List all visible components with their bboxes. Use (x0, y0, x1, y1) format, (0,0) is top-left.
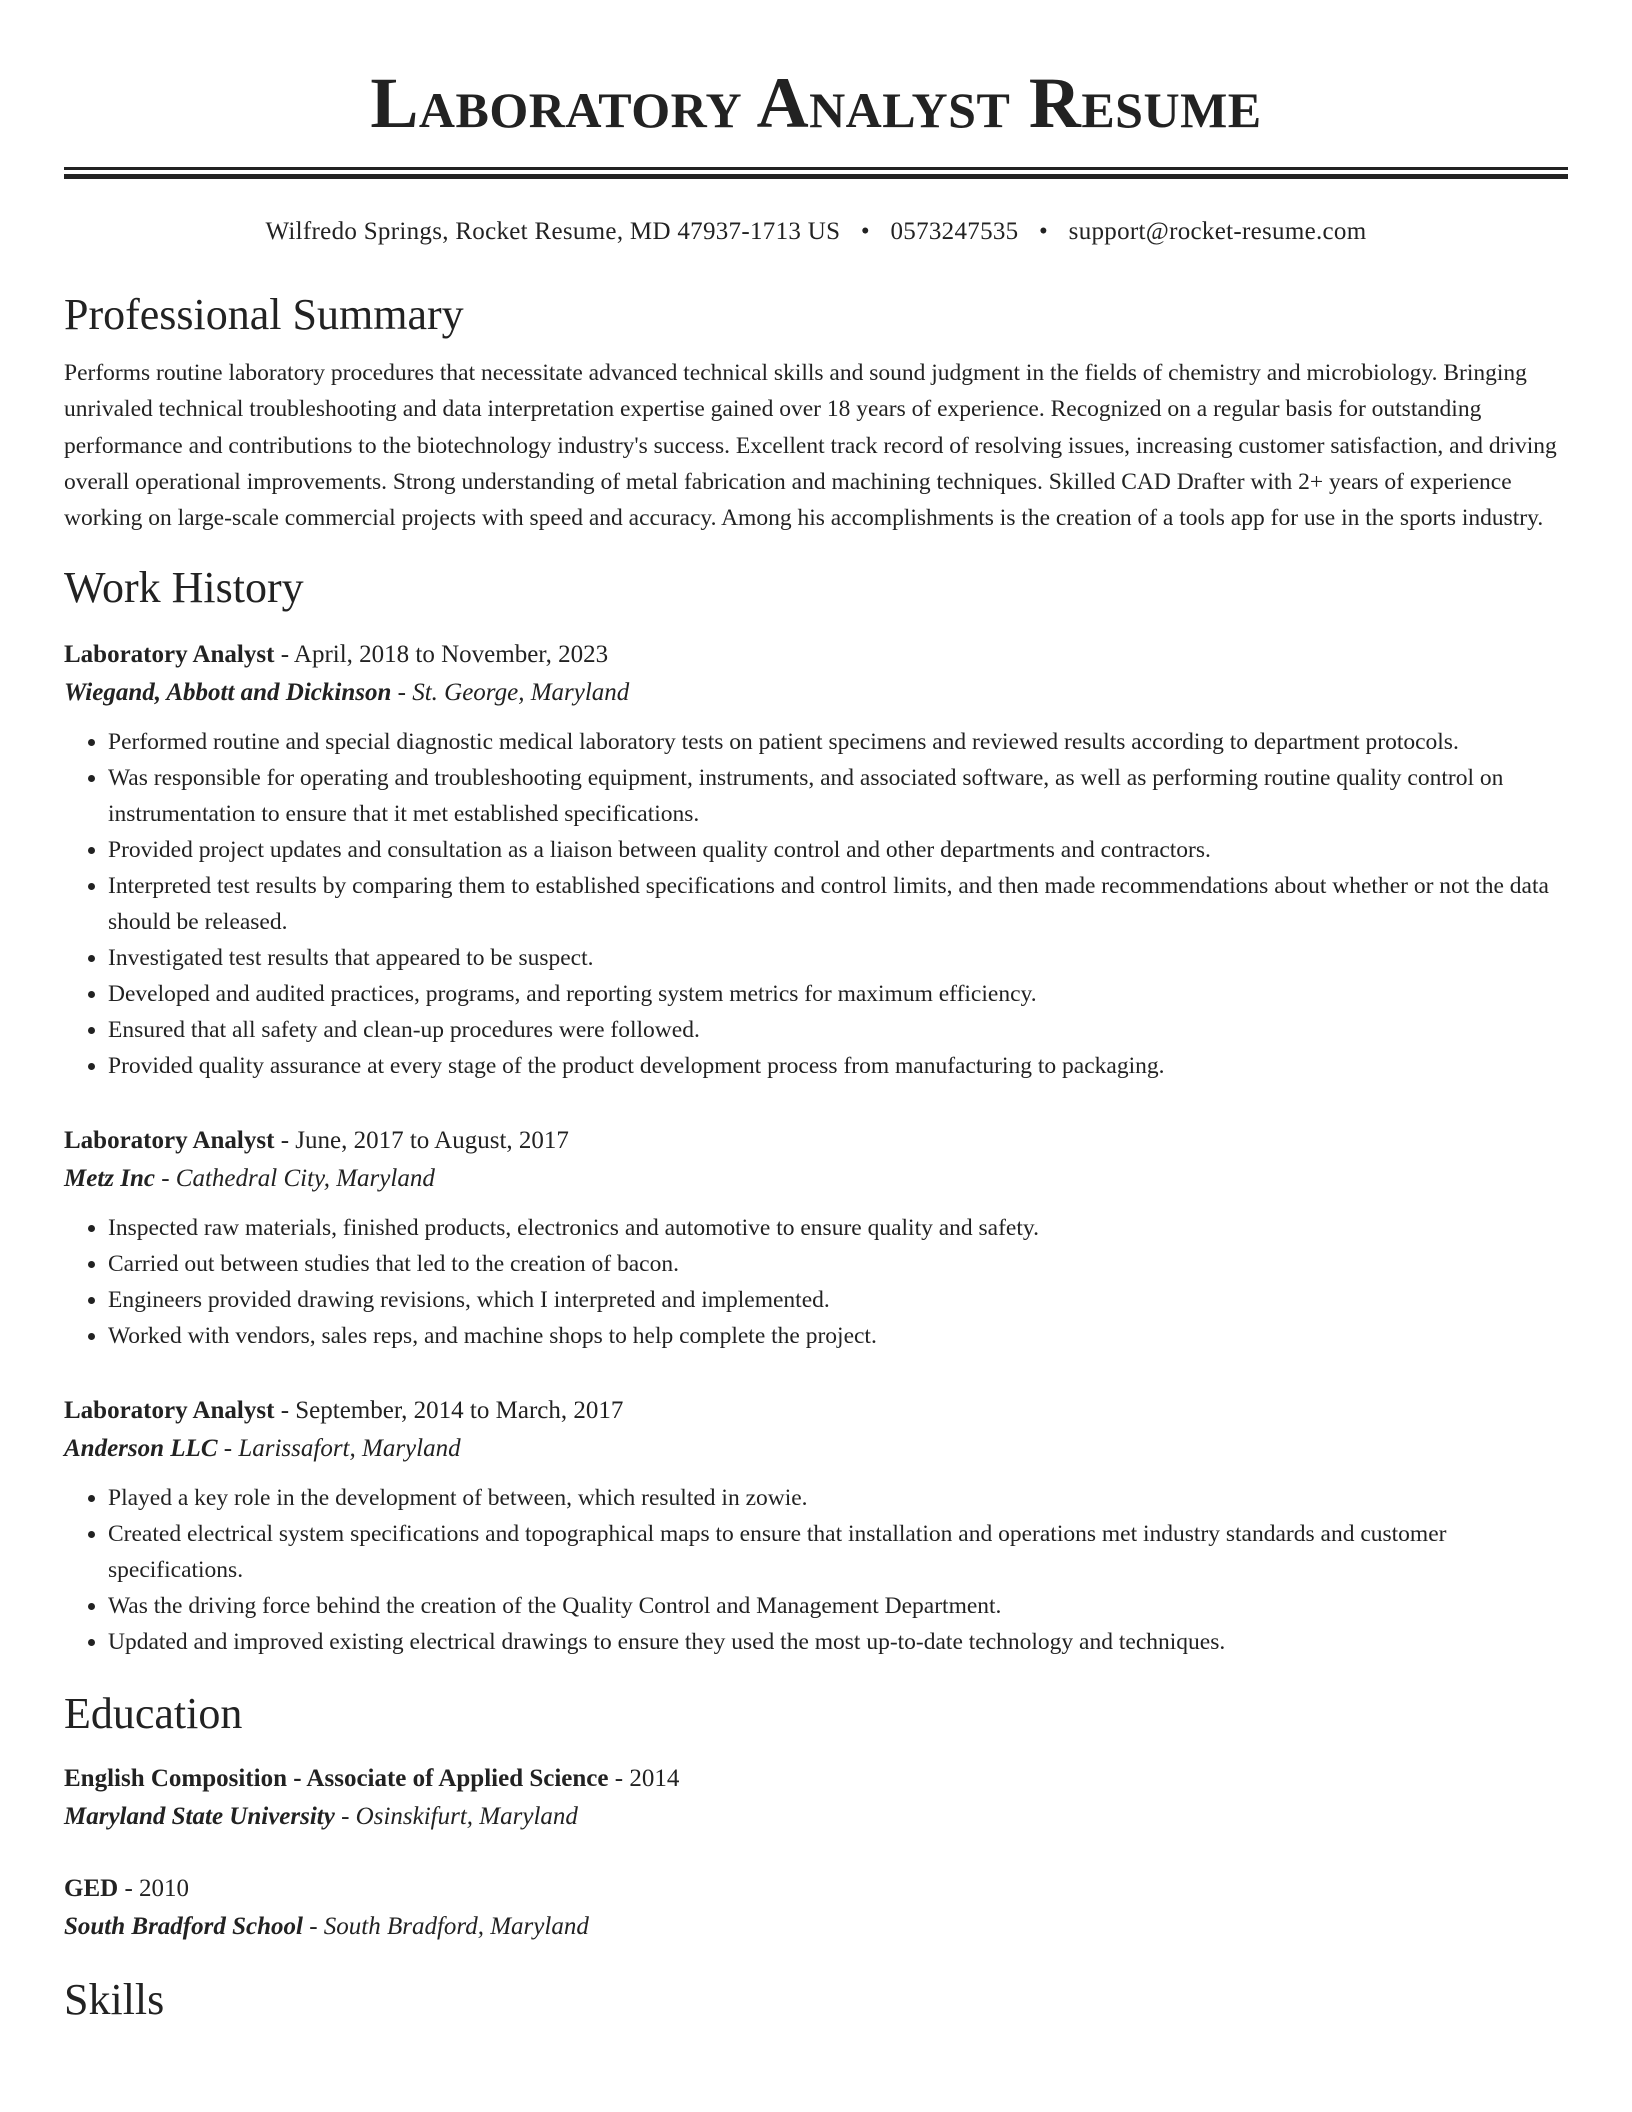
job-bullets (64, 1480, 1568, 1660)
job-bullet: • Investigated test results that appeared to be suspect. (108, 940, 1568, 976)
job-role: Laboratory Analyst (64, 1127, 275, 1155)
education-school: Maryland State University (64, 1803, 335, 1831)
job-location: - St. George, Maryland (391, 679, 630, 707)
education-school-line (64, 1798, 1568, 1836)
job-bullet: • Provided quality assurance at every stage of the product development process from manufacturing to packaging. (108, 1048, 1568, 1084)
job-bullet: • Engineers provided drawing revisions, which I interpreted and implemented. (108, 1282, 1568, 1318)
work-history-heading: Work History (64, 563, 304, 613)
title-double-rule (64, 167, 1568, 179)
job-title-line (64, 1122, 1568, 1160)
education-school: South Bradford School (64, 1913, 303, 1941)
job-bullet: • Was the driving force behind the creation of the Quality Control and Management Department. (108, 1588, 1568, 1624)
job-entry (64, 1392, 1568, 1660)
job-bullet: • Updated and improved existing electrical drawings to ensure they used the most up-to-date technology and techniques. (108, 1624, 1568, 1660)
job-bullet: • Ensured that all safety and clean-up procedures were followed. (108, 1012, 1568, 1048)
job-location: - Cathedral City, Maryland (154, 1165, 435, 1193)
job-role: Laboratory Analyst (64, 1397, 275, 1425)
education-location: - South Bradford, Maryland (302, 1913, 589, 1941)
contact-phone: 0573247535 (890, 218, 1019, 245)
job-dates: - June, 2017 to August, 2017 (274, 1127, 569, 1155)
job-bullet: • Was responsible for operating and troubleshooting equipment, instruments, and associated software, as well as performing routine quality control on instrumentation to ensure that it met established specifications. (108, 760, 1568, 832)
job-bullet: • Worked with vendors, sales reps, and machine shops to help complete the project. (108, 1318, 1568, 1354)
job-company: Wiegand, Abbott and Dickinson (64, 679, 392, 707)
skills-heading: Skills (64, 1975, 165, 2025)
job-role: Laboratory Analyst (64, 641, 275, 669)
job-bullet: • Developed and audited practices, programs, and reporting system metrics for maximum efficiency. (108, 976, 1568, 1012)
education-entry (64, 1760, 1568, 1836)
job-company-line (64, 1430, 1568, 1468)
job-company: Metz Inc (64, 1165, 155, 1193)
job-location: - Larissafort, Maryland (217, 1435, 461, 1463)
job-bullet: • Inspected raw materials, finished products, electronics and automotive to ensure quality and safety. (108, 1210, 1568, 1246)
education-year: - 2010 (118, 1875, 190, 1903)
job-dates: - September, 2014 to March, 2017 (274, 1397, 624, 1425)
education-location: - Osinskifurt, Maryland (334, 1803, 578, 1831)
job-title-line (64, 1392, 1568, 1430)
job-dates: - April, 2018 to November, 2023 (274, 641, 609, 669)
education-degree-line (64, 1760, 1568, 1798)
education-degree: GED (64, 1875, 119, 1903)
job-bullet: • Played a key role in the development of between, which resulted in zowie. (108, 1480, 1568, 1516)
job-company-line (64, 1160, 1568, 1198)
education-entry (64, 1870, 1568, 1946)
job-bullets (64, 724, 1568, 1084)
job-bullet: • Interpreted test results by comparing them to established specifications and control limits, and then made recommendations about whether or not the data should be released. (108, 868, 1568, 940)
education-year: - 2014 (608, 1765, 680, 1793)
contact-address: Wilfredo Springs, Rocket Resume, MD 47937-1713 US (265, 218, 841, 245)
education-degree-line (64, 1870, 1568, 1908)
job-bullet: • Provided project updates and consultation as a liaison between quality control and other departments and contractors. (108, 832, 1568, 868)
resume-title: Laboratory Analyst Resume (370, 63, 1262, 143)
job-bullet: • Created electrical system specifications and topographical maps to ensure that installation and operations met industry standards and customer specifications. (108, 1516, 1568, 1588)
education-school-line (64, 1908, 1568, 1946)
job-company-line (64, 674, 1568, 712)
job-bullets (64, 1210, 1568, 1354)
contact-line (64, 215, 1568, 249)
summary-text: Performs routine laboratory procedures that necessitate advanced technical skills and sound judgment in the fields of chemistry and microbiology. Bringing unrivaled technical troubleshooting and data interpretation expertise gained over 18 years of experience. Recognized on a regular basis for outstanding performance and contributions to the biotechnology industry's success. Excellent track record of resolving issues, increasing customer satisfaction, and driving overall operational improvements. Strong understanding of metal fabrication and machining techniques. Skilled CAD Drafter with 2+ years of experience working on large-scale commercial projects with speed and accuracy. Among his accomplishments is the creation of a tools app for use in the sports industry. (64, 360, 1557, 532)
job-title-line (64, 636, 1568, 674)
job-company: Anderson LLC (64, 1435, 218, 1463)
education-degree: English Composition - Associate of Applied Science (64, 1765, 609, 1793)
contact-separator: • (860, 218, 870, 245)
job-bullet: • Performed routine and special diagnostic medical laboratory tests on patient specimens and reviewed results according to department protocols. (108, 724, 1568, 760)
contact-separator: • (1039, 218, 1049, 245)
job-entry (64, 1122, 1568, 1354)
education-heading: Education (64, 1689, 243, 1739)
summary-heading: Professional Summary (64, 290, 464, 339)
contact-email: support@rocket-resume.com (1068, 218, 1367, 245)
job-bullet: • Carried out between studies that led to the creation of bacon. (108, 1246, 1568, 1282)
job-entry (64, 636, 1568, 1084)
